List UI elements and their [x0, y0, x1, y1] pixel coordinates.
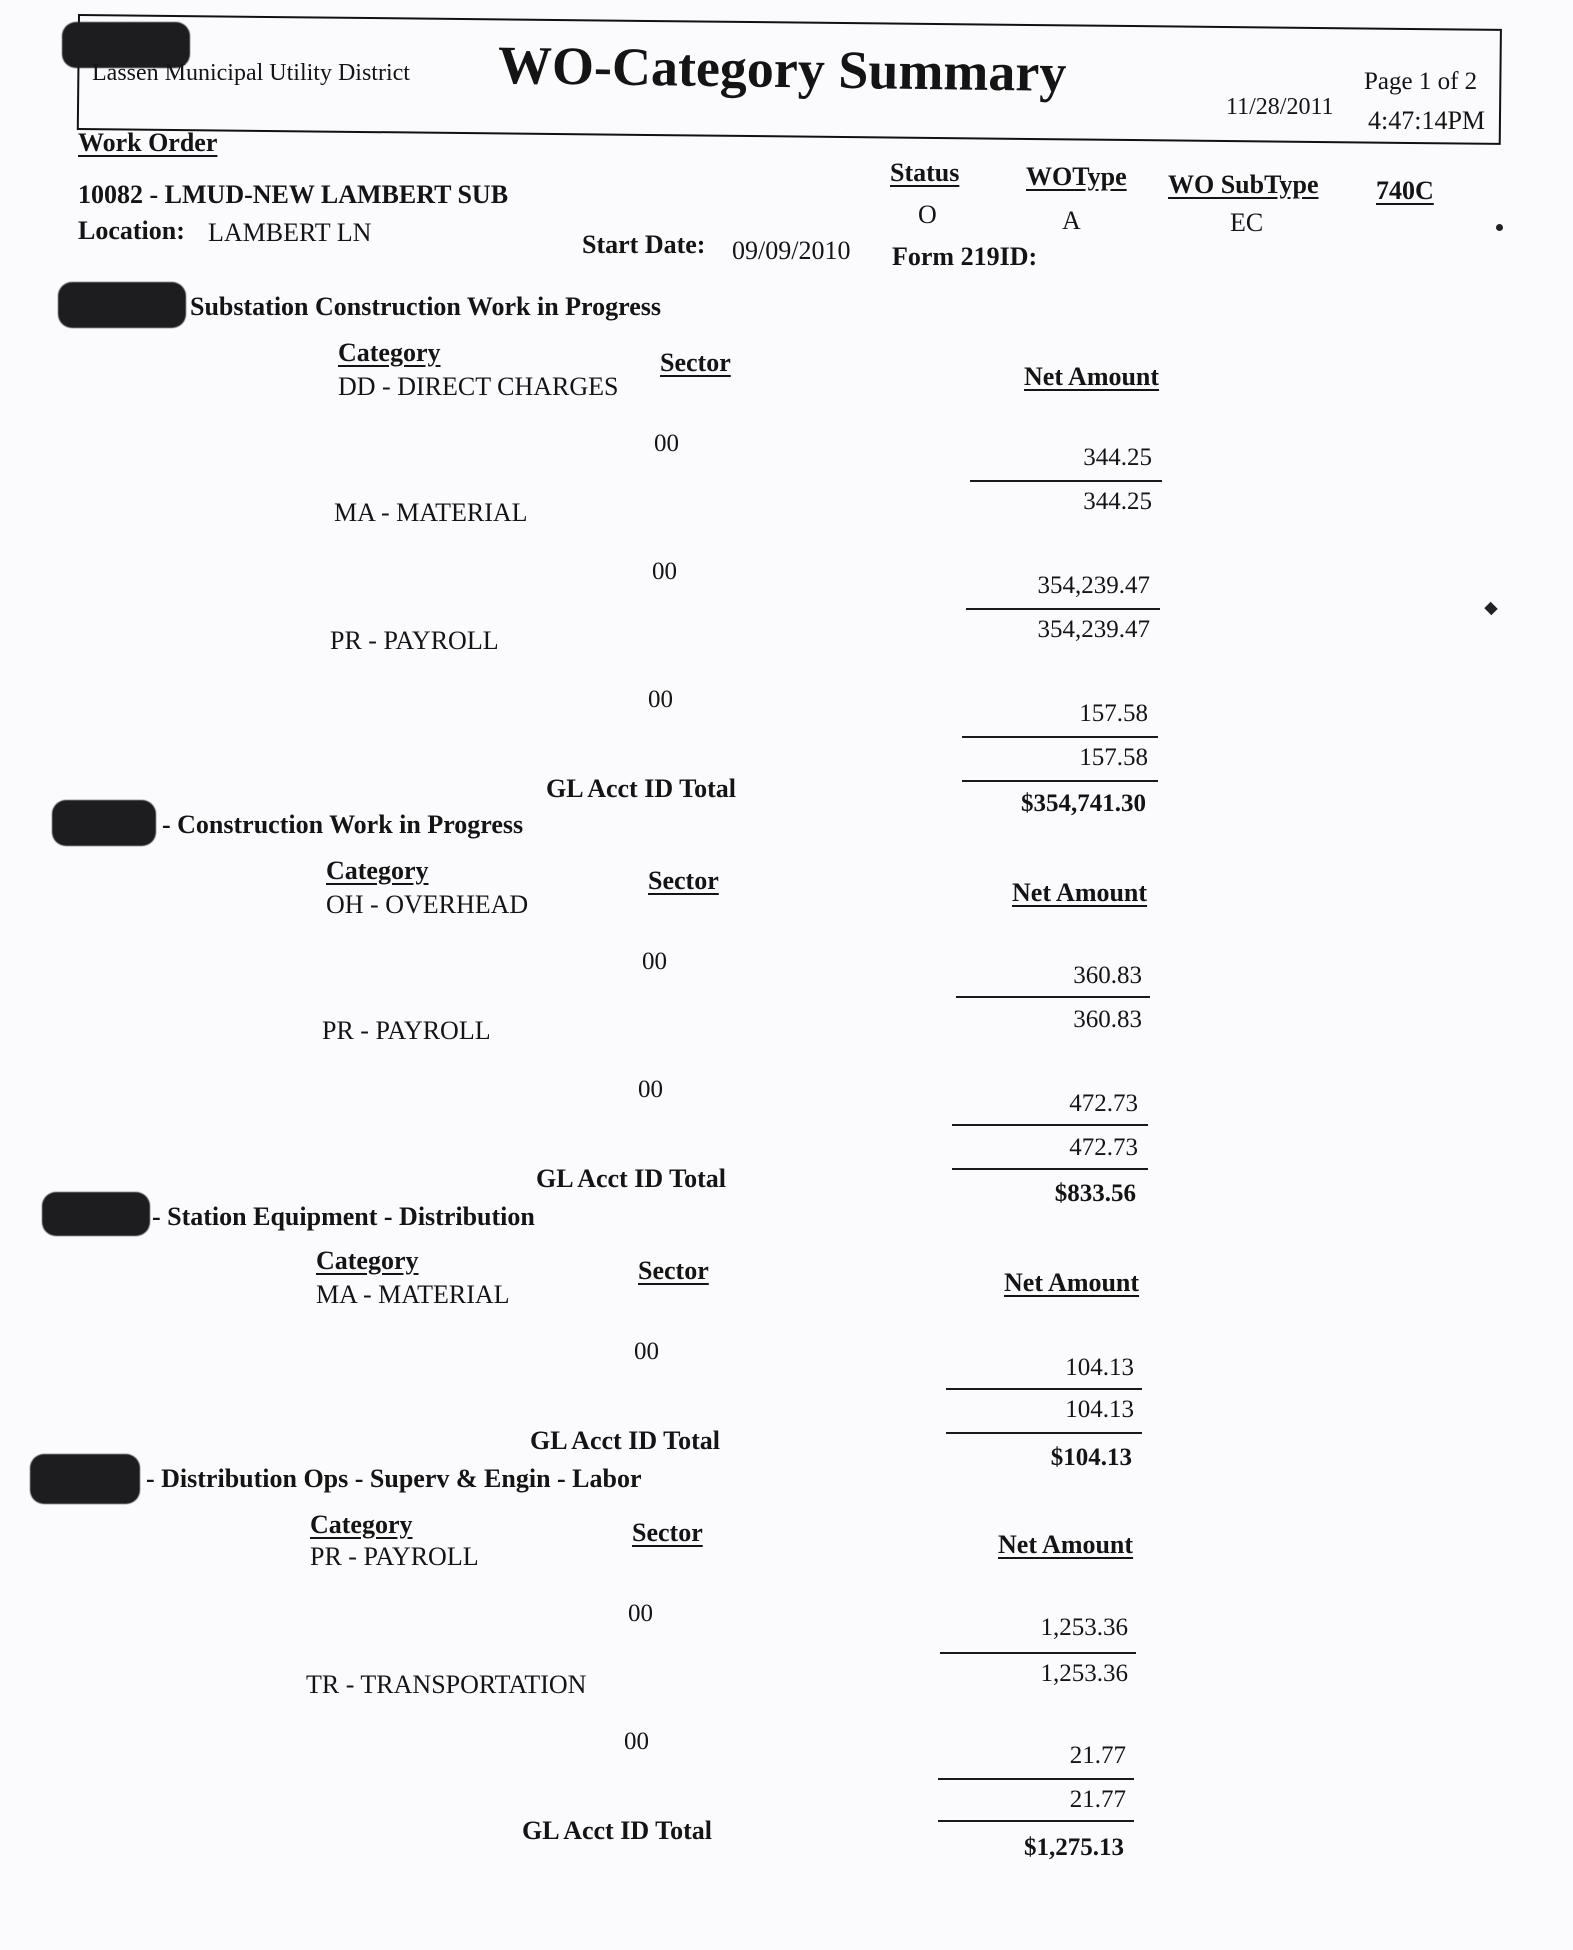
subtotal-rule — [946, 1388, 1142, 1390]
scan-speck — [1496, 224, 1503, 231]
subtotal-rule — [938, 1778, 1134, 1780]
work-order-label: Work Order — [78, 128, 218, 157]
wotype-label: WOType — [1026, 162, 1127, 191]
net-amount: 472.73 — [1069, 1090, 1138, 1117]
form-219id-label: Form 219ID: — [892, 242, 1038, 271]
gl-acct-total: $833.56 — [1054, 1180, 1136, 1207]
net-amount: 1,253.36 — [1040, 1614, 1128, 1641]
location-label: Location: — [78, 216, 185, 245]
gl-acct-total: $354,741.30 — [1021, 790, 1146, 817]
section-title: Substation Construction Work in Progress — [190, 292, 661, 321]
total-rule — [946, 1432, 1142, 1434]
wo-code: 740C — [1376, 176, 1434, 205]
net-amount-header: Net Amount — [998, 1530, 1134, 1559]
category-name: PR - PAYROLL — [310, 1542, 479, 1571]
status-label: Status — [890, 158, 960, 187]
section-title: - Construction Work in Progress — [162, 810, 524, 839]
category-header: Category — [316, 1246, 419, 1275]
subtotal-rule — [956, 996, 1150, 998]
sector-value: 00 — [634, 1338, 659, 1365]
sector-value: 00 — [654, 430, 679, 457]
subtotal-rule — [952, 1124, 1148, 1126]
sector-value: 00 — [624, 1728, 649, 1755]
page-indicator: Page 1 of 2 — [1364, 68, 1478, 95]
category-name: TR - TRANSPORTATION — [306, 1670, 587, 1699]
subtotal-rule — [940, 1652, 1136, 1654]
category-name: OH - OVERHEAD — [326, 890, 529, 919]
wotype-value: A — [1062, 206, 1081, 235]
total-rule — [952, 1168, 1148, 1170]
subtotal-rule — [966, 608, 1160, 610]
start-date-value: 09/09/2010 — [732, 236, 851, 265]
category-name: DD - DIRECT CHARGES — [338, 372, 619, 401]
category-subtotal: 157.58 — [1079, 744, 1148, 771]
net-amount: 354,239.47 — [1037, 572, 1150, 599]
status-value: O — [918, 200, 937, 229]
net-amount: 157.58 — [1079, 700, 1148, 727]
net-amount: 21.77 — [1069, 1742, 1126, 1769]
sector-value: 00 — [628, 1600, 653, 1627]
category-subtotal: 344.25 — [1083, 488, 1152, 515]
sector-value: 00 — [652, 558, 677, 585]
redaction-mark — [42, 1192, 150, 1236]
subtotal-rule — [970, 480, 1162, 482]
scan-speck — [1484, 602, 1497, 615]
net-amount-header: Net Amount — [1024, 362, 1160, 391]
sector-header: Sector — [648, 866, 719, 895]
net-amount: 104.13 — [1065, 1354, 1134, 1381]
report-title: WO-Category Summary — [497, 35, 1067, 103]
work-order-id-name: 10082 - LMUD-NEW LAMBERT SUB — [78, 180, 509, 209]
net-amount-header: Net Amount — [1012, 878, 1148, 907]
wo-subtype-label: WO SubType — [1168, 170, 1319, 199]
category-name: PR - PAYROLL — [322, 1016, 491, 1045]
category-subtotal: 360.83 — [1073, 1006, 1142, 1033]
sector-value: 00 — [648, 686, 673, 713]
total-rule — [938, 1820, 1134, 1822]
net-amount: 344.25 — [1083, 444, 1152, 471]
gl-acct-total-label: GL Acct ID Total — [536, 1164, 726, 1193]
wo-subtype-value: EC — [1230, 208, 1264, 237]
redaction-mark — [52, 800, 156, 846]
category-name: PR - PAYROLL — [330, 626, 499, 655]
report-time: 4:47:14PM — [1368, 106, 1486, 135]
gl-acct-total: $1,275.13 — [1024, 1834, 1124, 1861]
gl-acct-total-label: GL Acct ID Total — [530, 1426, 720, 1455]
sector-value: 00 — [642, 948, 667, 975]
location-value: LAMBERT LN — [208, 218, 372, 247]
category-header: Category — [326, 856, 429, 885]
sector-header: Sector — [638, 1256, 709, 1285]
section-title: - Distribution Ops - Superv & Engin - Labor — [146, 1464, 642, 1493]
category-subtotal: 472.73 — [1069, 1134, 1138, 1161]
category-name: MA - MATERIAL — [334, 498, 528, 527]
net-amount-header: Net Amount — [1004, 1268, 1140, 1297]
category-header: Category — [338, 338, 441, 367]
redaction-mark — [58, 282, 186, 328]
category-subtotal: 354,239.47 — [1037, 616, 1150, 643]
net-amount: 360.83 — [1073, 962, 1142, 989]
category-subtotal: 1,253.36 — [1040, 1660, 1128, 1687]
section-title: - Station Equipment - Distribution — [152, 1202, 535, 1231]
category-name: MA - MATERIAL — [316, 1280, 510, 1309]
sector-value: 00 — [638, 1076, 663, 1103]
report-date: 11/28/2011 — [1226, 94, 1334, 120]
category-subtotal: 21.77 — [1069, 1786, 1126, 1813]
redaction-mark — [30, 1454, 140, 1504]
sector-header: Sector — [632, 1518, 703, 1547]
gl-acct-total-label: GL Acct ID Total — [546, 774, 736, 803]
start-date-label: Start Date: — [582, 230, 706, 259]
category-subtotal: 104.13 — [1065, 1396, 1134, 1423]
total-rule — [962, 780, 1158, 782]
subtotal-rule — [962, 736, 1158, 738]
category-header: Category — [310, 1510, 413, 1539]
gl-acct-total-label: GL Acct ID Total — [522, 1816, 712, 1845]
sector-header: Sector — [660, 348, 731, 377]
org-name: Lassen Municipal Utility District — [92, 60, 410, 86]
gl-acct-total: $104.13 — [1050, 1444, 1132, 1471]
